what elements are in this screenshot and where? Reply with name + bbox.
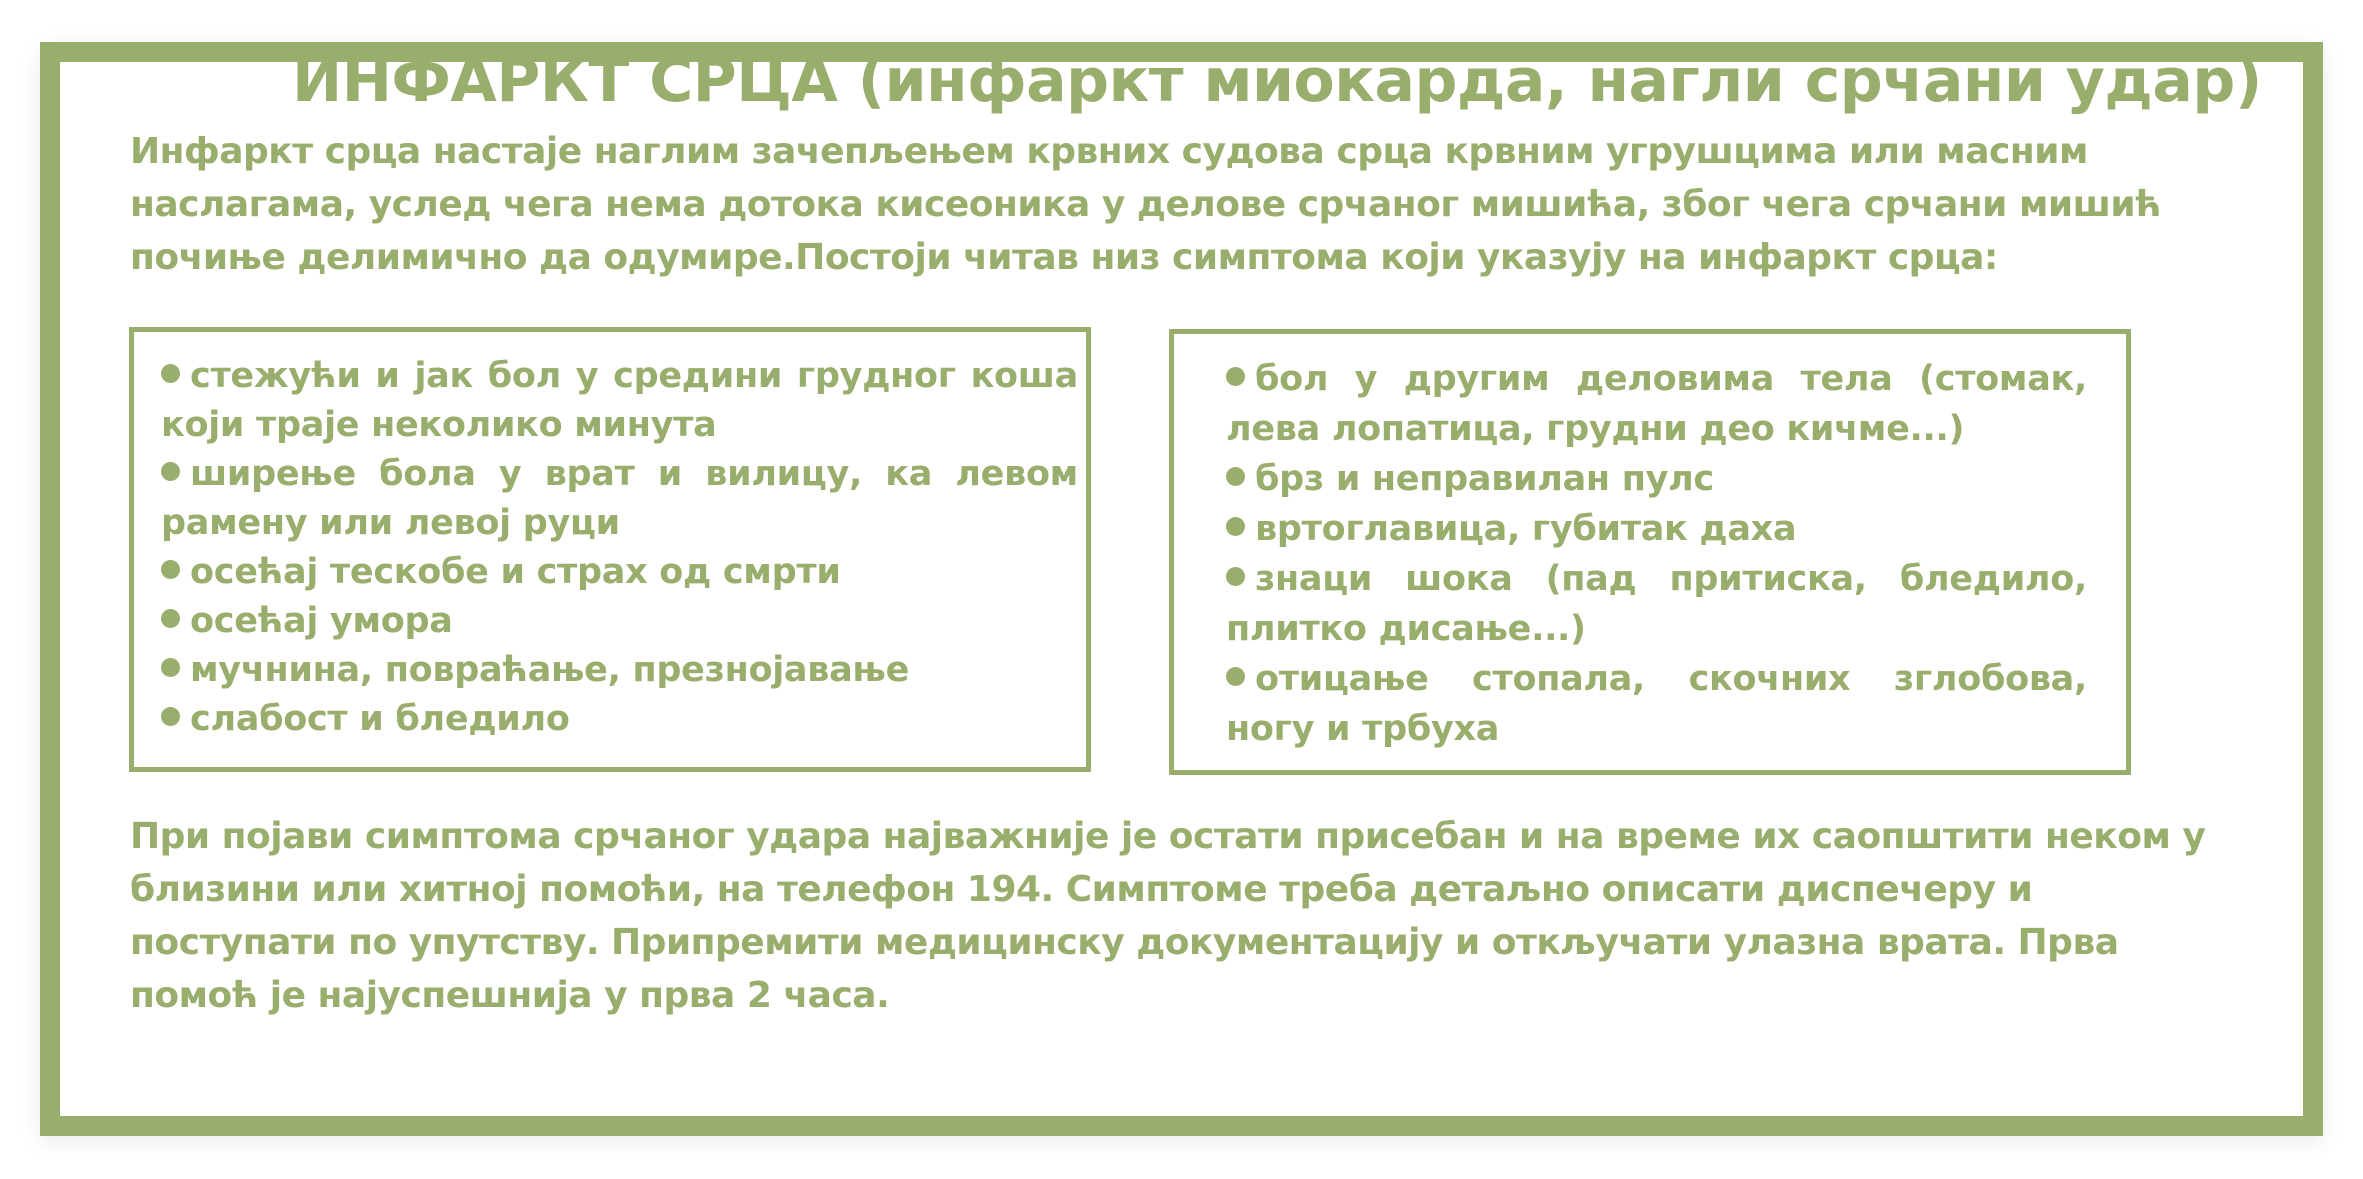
list-item <box>161 352 1078 450</box>
bullet-icon <box>1226 467 1245 486</box>
bullet-icon <box>1226 367 1245 386</box>
list-item-text: стежући и јак бол у средини грудног коша који траје неколико минута <box>161 356 1078 445</box>
list-item-text: осећај умора <box>190 601 453 641</box>
list-item-text: слабост и бледило <box>190 699 570 739</box>
symptoms-box-left <box>129 327 1091 772</box>
bullet-icon <box>161 560 180 579</box>
list-item <box>1226 454 2087 504</box>
list-item-text: брз и неправилан пулс <box>1255 459 1714 499</box>
symptoms-list-left <box>161 352 1078 744</box>
bullet-icon <box>161 364 180 383</box>
bullet-icon <box>161 658 180 677</box>
list-item-text: мучнина, повраћање, презнојавање <box>190 650 910 690</box>
list-item-text: осећај тескобе и страх од смрти <box>190 552 841 592</box>
bullet-icon <box>1226 567 1245 586</box>
list-item-text: ширење бола у врат и вилицу, ка левом рамену или левој руци <box>161 454 1078 543</box>
list-item <box>1226 354 2087 454</box>
list-item-text: бол у другим деловима тела (стомак, лева лопатица, грудни део кичме...) <box>1226 359 2087 449</box>
bullet-icon <box>161 609 180 628</box>
list-item-text: отицање стопала, скочних зглобова, ногу и трбуха <box>1226 659 2087 749</box>
list-item-text: знаци шока (пад притиска, бледило, плитко дисање...) <box>1226 559 2087 649</box>
list-item <box>1226 654 2087 754</box>
bullet-icon <box>1226 667 1245 686</box>
bullet-icon <box>161 707 180 726</box>
bullet-icon <box>1226 517 1245 536</box>
list-item <box>161 450 1078 548</box>
symptoms-list-right <box>1226 354 2087 754</box>
list-item <box>1226 504 2087 554</box>
closing-paragraph: При појави симптома срчаног удара најважније је остати присебан и на време их саопштити неком у близини или хитној помоћи, на телефон 194. Симптоме треба детаљно описати диспечеру и поступати по упутству. Припремити медицинску документацију и откључати улазна врата. Прва помоћ је најуспешнија у прва 2 часа. <box>130 816 2206 1016</box>
list-item <box>161 695 1078 744</box>
list-item <box>161 646 1078 695</box>
list-item <box>1226 554 2087 654</box>
list-item <box>161 597 1078 646</box>
list-item-text: вртоглавица, губитак даха <box>1255 509 1797 549</box>
bullet-icon <box>161 462 180 481</box>
intro-paragraph: Инфаркт срца настаје наглим зачепљењем крвних судова срца крвним угрушцима или масним наслагама, услед чега нема дотока кисеоника у делове срчаног мишића, због чега срчани мишић почиње делимично да одумире.Постоји читав низ симптома који указују на инфаркт срца: <box>130 131 2161 278</box>
list-item <box>161 548 1078 597</box>
page-title: ИНФАРКТ СРЦА (инфаркт миокарда, нагли срчани удар) <box>292 46 2262 116</box>
symptoms-box-right <box>1169 329 2131 775</box>
